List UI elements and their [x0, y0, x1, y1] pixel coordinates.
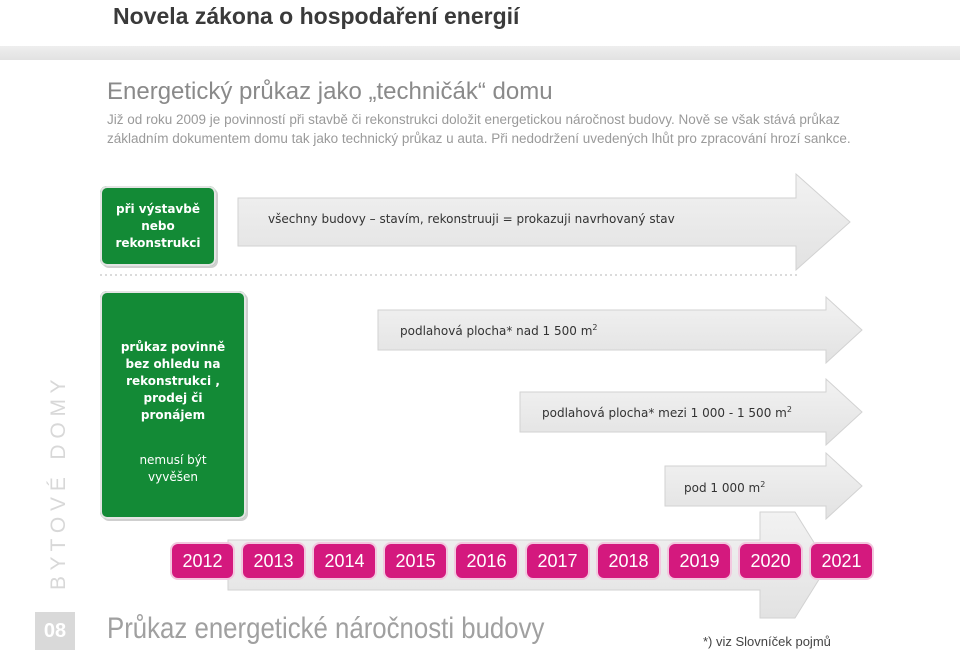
arrow-over-1500-text: podlahová plocha* nad 1 500 m [400, 324, 593, 338]
footer-title: Průkaz energetické náročnosti budovy [107, 612, 545, 645]
box-mandatory-line: průkaz povinně [120, 340, 226, 354]
section-title: Energetický průkaz jako „techničák“ domu [107, 78, 553, 105]
arrow-under-1000-label [684, 480, 765, 495]
vertical-section-label [43, 345, 75, 595]
year-badge: 2020 [740, 544, 801, 578]
box-construction [100, 186, 216, 266]
box-mandatory-line: prodej či [143, 391, 203, 405]
arrow-over-1500-label [400, 323, 598, 338]
arrow-1000-1500-label [542, 405, 792, 420]
arrow-over-1500-sup: 2 [592, 323, 598, 332]
box-construction-line: nebo [141, 218, 175, 233]
year-badge: 2019 [669, 544, 730, 578]
page-number: 08 [35, 612, 75, 650]
year-badge: 2017 [527, 544, 588, 578]
arrow-all-buildings-label: všechny budovy – stavím, rekonstruuji = prokazuji navrhovaný stav [268, 212, 675, 226]
intro-text: Již od roku 2009 je povinností při stavbě či rekonstrukci doložit energetickou náročnost budovy. Nově se však stává průkaz základním dokumentem domu tak jako technický průkaz u auta. Při nedodržení uvedených lhůt pro zpracování hrozí sankce. [107, 112, 851, 146]
box-mandatory-line: bez ohledu na [125, 357, 221, 371]
arrow-1000-1500-text: podlahová plocha* mezi 1 000 - 1 500 m [542, 406, 787, 420]
box-construction-line: rekonstrukci [115, 235, 201, 250]
year-badge: 2016 [456, 544, 517, 578]
footnote: *) viz Slovníček pojmů [703, 634, 831, 649]
year-badge: 2018 [598, 544, 659, 578]
vertical-section-text: B Y T O V É D O M Y [47, 379, 70, 590]
arrow-under-1000-text: pod 1 000 m [684, 481, 761, 495]
box-mandatory [100, 291, 246, 519]
box-mandatory-line: rekonstrukci , [126, 374, 220, 388]
year-badge: 2012 [172, 544, 233, 578]
year-badge: 2015 [385, 544, 446, 578]
arrow-under-1000-sup: 2 [760, 480, 766, 489]
year-badge: 2014 [314, 544, 375, 578]
year-badge: 2013 [243, 544, 304, 578]
box-mandatory-note: vyvěšen [148, 470, 198, 484]
box-mandatory-note: nemusí být [139, 453, 207, 467]
box-construction-line: při výstavbě [116, 201, 200, 216]
arrow-1000-1500-sup: 2 [786, 405, 792, 414]
box-mandatory-line: pronájem [140, 408, 206, 422]
page-title: Novela zákona o hospodaření energií [113, 3, 520, 29]
year-badge: 2021 [811, 544, 872, 578]
